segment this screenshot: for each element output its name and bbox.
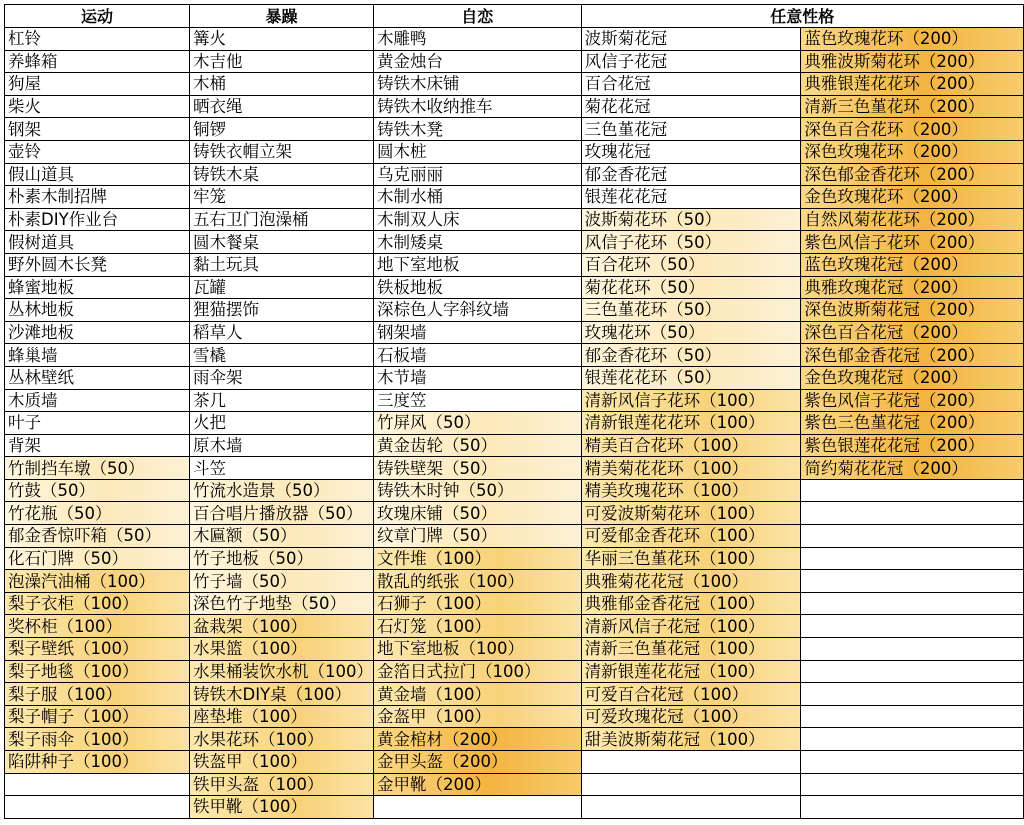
table-cell-grumpy[interactable]: 木吉他 <box>190 50 374 73</box>
table-cell-sport[interactable]: 杠铃 <box>5 28 190 51</box>
table-cell-any2[interactable]: 典雅玫瑰花冠（200） <box>801 276 1024 299</box>
table-cell-any1[interactable]: 清新三色堇花冠（100） <box>581 638 801 661</box>
table-row <box>5 751 1024 774</box>
table-cell-sport[interactable]: 郁金香惊吓箱（50） <box>5 525 190 548</box>
table-cell-any2[interactable] <box>801 773 1024 796</box>
table-cell-grumpy[interactable]: 座垫堆（100） <box>190 705 374 728</box>
table-cell-smug[interactable]: 木雕鸭 <box>374 28 582 51</box>
table-cell-grumpy[interactable]: 水果桶装饮水机（100） <box>190 660 374 683</box>
table-cell-any2[interactable] <box>801 547 1024 570</box>
table-cell-any2[interactable] <box>801 525 1024 548</box>
table-row <box>5 479 1024 502</box>
table-row <box>5 118 1024 141</box>
table-cell-smug[interactable]: 黄金棺材（200） <box>374 728 582 751</box>
table-cell-grumpy[interactable]: 铁甲头盔（100） <box>190 773 374 796</box>
header-grumpy[interactable]: 暴躁 <box>190 5 374 28</box>
table-cell-any2[interactable]: 典雅波斯菊花环（200） <box>801 50 1024 73</box>
table-cell-grumpy[interactable]: 原木墙 <box>190 434 374 457</box>
table-cell-grumpy[interactable]: 圆木餐桌 <box>190 231 374 254</box>
table-cell-any2[interactable] <box>801 638 1024 661</box>
table-cell-any1[interactable] <box>581 773 801 796</box>
table-cell-grumpy[interactable]: 木桶 <box>190 73 374 96</box>
table-row <box>5 660 1024 683</box>
table-cell-grumpy[interactable]: 竹子墙（50） <box>190 570 374 593</box>
table-cell-any2[interactable] <box>801 751 1024 774</box>
table-cell-grumpy[interactable]: 铸铁木DIY桌（100） <box>190 683 374 706</box>
table-cell-smug[interactable]: 深棕色人字斜纹墙 <box>374 299 582 322</box>
table-cell-grumpy[interactable]: 牢笼 <box>190 186 374 209</box>
table-cell-any2[interactable]: 紫色三色堇花冠（200） <box>801 412 1024 435</box>
table-cell-sport[interactable]: 梨子衣柜（100） <box>5 592 190 615</box>
header-smug[interactable]: 自恋 <box>374 5 582 28</box>
table-cell-grumpy[interactable]: 茶几 <box>190 389 374 412</box>
table-cell-sport[interactable]: 蜂巢墙 <box>5 344 190 367</box>
table-cell-grumpy[interactable]: 竹子地板（50） <box>190 547 374 570</box>
table-cell-sport[interactable]: 背架 <box>5 434 190 457</box>
table-row <box>5 457 1024 480</box>
table-cell-any1[interactable]: 可爱玫瑰花冠（100） <box>581 705 801 728</box>
table-cell-grumpy[interactable]: 篝火 <box>190 28 374 51</box>
table-cell-smug[interactable]: 地下室地板 <box>374 253 582 276</box>
table-cell-sport[interactable]: 狗屋 <box>5 73 190 96</box>
table-cell-any1[interactable]: 可爱波斯菊花环（100） <box>581 502 801 525</box>
table-cell-smug[interactable]: 木制水桶 <box>374 186 582 209</box>
table-cell-sport[interactable]: 化石门牌（50） <box>5 547 190 570</box>
table-cell-sport[interactable]: 丛林地板 <box>5 299 190 322</box>
table-cell-any1[interactable]: 波斯菊花环（50） <box>581 208 801 231</box>
table-cell-smug[interactable]: 圆木桩 <box>374 140 582 163</box>
table-row <box>5 73 1024 96</box>
table-row <box>5 140 1024 163</box>
table-cell-any2[interactable] <box>801 479 1024 502</box>
table-cell-smug[interactable]: 木节墙 <box>374 366 582 389</box>
table-cell-any1[interactable]: 典雅郁金香花冠（100） <box>581 592 801 615</box>
table-cell-sport[interactable]: 蜂蜜地板 <box>5 276 190 299</box>
table-cell-sport[interactable]: 钢架 <box>5 118 190 141</box>
header-any-personality[interactable]: 任意性格 <box>581 5 1023 28</box>
table-cell-any2[interactable] <box>801 615 1024 638</box>
table-cell-grumpy[interactable]: 水果花环（100） <box>190 728 374 751</box>
table-cell-sport[interactable]: 梨子壁纸（100） <box>5 638 190 661</box>
table-row <box>5 592 1024 615</box>
table-cell-any1[interactable]: 菊花花环（50） <box>581 276 801 299</box>
table-cell-grumpy[interactable]: 铜锣 <box>190 118 374 141</box>
table-row <box>5 773 1024 796</box>
table-cell-sport[interactable]: 养蜂箱 <box>5 50 190 73</box>
table-row <box>5 299 1024 322</box>
table-cell-any2[interactable] <box>801 592 1024 615</box>
table-cell-sport[interactable]: 木质墙 <box>5 389 190 412</box>
table-cell-smug[interactable]: 三度笠 <box>374 389 582 412</box>
table-cell-any1[interactable]: 郁金香花冠 <box>581 163 801 186</box>
table-row <box>5 434 1024 457</box>
table-cell-any2[interactable]: 紫色风信子花冠（200） <box>801 389 1024 412</box>
table-cell-any2[interactable] <box>801 796 1024 819</box>
table-cell-sport[interactable]: 丛林壁纸 <box>5 366 190 389</box>
table-row <box>5 366 1024 389</box>
table-cell-any1[interactable]: 清新银莲花花环（100） <box>581 412 801 435</box>
table-cell-smug[interactable]: 黄金墙（100） <box>374 683 582 706</box>
table-cell-any1[interactable]: 清新风信子花冠（100） <box>581 615 801 638</box>
table-cell-sport[interactable]: 朴素木制招牌 <box>5 186 190 209</box>
table-cell-any1[interactable]: 百合花环（50） <box>581 253 801 276</box>
table-cell-sport[interactable] <box>5 796 190 819</box>
table-cell-any1[interactable]: 银莲花花冠 <box>581 186 801 209</box>
table-cell-any2[interactable]: 简约菊花花冠（200） <box>801 457 1024 480</box>
table-row <box>5 321 1024 344</box>
table-cell-grumpy[interactable]: 铸铁衣帽立架 <box>190 140 374 163</box>
table-cell-sport[interactable]: 叶子 <box>5 412 190 435</box>
table-cell-grumpy[interactable]: 竹流水造景（50） <box>190 479 374 502</box>
table-row <box>5 231 1024 254</box>
table-cell-sport[interactable]: 陷阱种子（100） <box>5 751 190 774</box>
table-cell-grumpy[interactable]: 晒衣绳 <box>190 95 374 118</box>
table-cell-smug[interactable]: 文件堆（100） <box>374 547 582 570</box>
table-row <box>5 253 1024 276</box>
table-cell-smug[interactable]: 黄金烛台 <box>374 50 582 73</box>
table-row <box>5 412 1024 435</box>
table-cell-any1[interactable]: 波斯菊花冠 <box>581 28 801 51</box>
table-cell-any2[interactable]: 清新三色堇花环（200） <box>801 95 1024 118</box>
table-cell-smug[interactable]: 石灯笼（100） <box>374 615 582 638</box>
table-cell-sport[interactable]: 竹花瓶（50） <box>5 502 190 525</box>
table-cell-smug[interactable]: 钢架墙 <box>374 321 582 344</box>
table-cell-sport[interactable]: 泡澡汽油桶（100） <box>5 570 190 593</box>
table-cell-smug[interactable] <box>374 796 582 819</box>
table-cell-smug[interactable]: 黄金齿轮（50） <box>374 434 582 457</box>
table-row <box>5 276 1024 299</box>
table-cell-any2[interactable]: 深色波斯菊花冠（200） <box>801 299 1024 322</box>
table-row <box>5 638 1024 661</box>
table-cell-smug[interactable]: 乌克丽丽 <box>374 163 582 186</box>
table-cell-any1[interactable]: 郁金香花环（50） <box>581 344 801 367</box>
table-row <box>5 28 1024 51</box>
table-cell-grumpy[interactable]: 斗笠 <box>190 457 374 480</box>
table-cell-sport[interactable]: 假山道具 <box>5 163 190 186</box>
table-row <box>5 547 1024 570</box>
table-cell-any1[interactable]: 银莲花花环（50） <box>581 366 801 389</box>
table-cell-grumpy[interactable]: 盆栽架（100） <box>190 615 374 638</box>
table-row <box>5 95 1024 118</box>
table-row <box>5 502 1024 525</box>
table-cell-any1[interactable]: 风信子花环（50） <box>581 231 801 254</box>
table-cell-smug[interactable]: 铁板地板 <box>374 276 582 299</box>
table-cell-any2[interactable]: 自然风菊花花环（200） <box>801 208 1024 231</box>
spreadsheet-table <box>4 4 1024 819</box>
table-row <box>5 208 1024 231</box>
table-cell-smug[interactable]: 金甲靴（200） <box>374 773 582 796</box>
table-cell-any2[interactable]: 紫色银莲花花冠（200） <box>801 434 1024 457</box>
table-cell-sport[interactable]: 奖杯柜（100） <box>5 615 190 638</box>
table-cell-any1[interactable]: 玫瑰花环（50） <box>581 321 801 344</box>
table-row <box>5 796 1024 819</box>
table-row <box>5 389 1024 412</box>
table-cell-smug[interactable]: 铸铁木收纳推车 <box>374 95 582 118</box>
table-cell-any1[interactable]: 华丽三色堇花环（100） <box>581 547 801 570</box>
table-cell-sport[interactable]: 野外圆木长凳 <box>5 253 190 276</box>
table-cell-any2[interactable] <box>801 728 1024 751</box>
table-cell-grumpy[interactable]: 水果篮（100） <box>190 638 374 661</box>
table-cell-any1[interactable]: 精美菊花花环（100） <box>581 457 801 480</box>
table-cell-any2[interactable] <box>801 660 1024 683</box>
table-cell-sport[interactable]: 柴火 <box>5 95 190 118</box>
table-cell-any2[interactable]: 紫色风信子花环（200） <box>801 231 1024 254</box>
table-cell-any2[interactable]: 深色郁金香花环（200） <box>801 163 1024 186</box>
table-cell-any1[interactable]: 三色堇花环（50） <box>581 299 801 322</box>
table-cell-any2[interactable]: 蓝色玫瑰花冠（200） <box>801 253 1024 276</box>
table-cell-any2[interactable]: 金色玫瑰花环（200） <box>801 186 1024 209</box>
table-cell-grumpy[interactable]: 五右卫门泡澡桶 <box>190 208 374 231</box>
table-cell-sport[interactable]: 沙滩地板 <box>5 321 190 344</box>
table-cell-smug[interactable]: 金甲头盔（200） <box>374 751 582 774</box>
table-cell-any2[interactable]: 深色郁金香花冠（200） <box>801 344 1024 367</box>
table-cell-any2[interactable]: 蓝色玫瑰花环（200） <box>801 28 1024 51</box>
table-cell-any1[interactable]: 三色堇花冠 <box>581 118 801 141</box>
table-cell-smug[interactable]: 纹章门牌（50） <box>374 525 582 548</box>
table-cell-sport[interactable]: 梨子地毯（100） <box>5 660 190 683</box>
table-cell-smug[interactable]: 地下室地板（100） <box>374 638 582 661</box>
table-cell-grumpy[interactable]: 雨伞架 <box>190 366 374 389</box>
table-cell-sport[interactable]: 竹鼓（50） <box>5 479 190 502</box>
table-cell-smug[interactable]: 石狮子（100） <box>374 592 582 615</box>
table-row <box>5 728 1024 751</box>
table-cell-smug[interactable]: 铸铁木床铺 <box>374 73 582 96</box>
table-cell-smug[interactable]: 木制矮桌 <box>374 231 582 254</box>
table-cell-any1[interactable]: 可爱百合花冠（100） <box>581 683 801 706</box>
table-cell-any1[interactable]: 百合花冠 <box>581 73 801 96</box>
table-cell-any1[interactable]: 可爱郁金香花环（100） <box>581 525 801 548</box>
table-cell-any2[interactable]: 金色玫瑰花冠（200） <box>801 366 1024 389</box>
table-row <box>5 683 1024 706</box>
table-cell-grumpy[interactable]: 黏土玩具 <box>190 253 374 276</box>
table-cell-grumpy[interactable]: 雪橇 <box>190 344 374 367</box>
table-cell-smug[interactable]: 竹屏风（50） <box>374 412 582 435</box>
table-cell-smug[interactable]: 石板墙 <box>374 344 582 367</box>
table-cell-grumpy[interactable]: 木匾额（50） <box>190 525 374 548</box>
table-row <box>5 163 1024 186</box>
table-row <box>5 525 1024 548</box>
table-cell-sport[interactable]: 梨子帽子（100） <box>5 705 190 728</box>
table-cell-smug[interactable]: 铸铁壁架（50） <box>374 457 582 480</box>
table-cell-any1[interactable]: 精美百合花环（100） <box>581 434 801 457</box>
table-cell-grumpy[interactable]: 铁盔甲（100） <box>190 751 374 774</box>
table-cell-grumpy[interactable]: 稻草人 <box>190 321 374 344</box>
table-cell-grumpy[interactable]: 铸铁木桌 <box>190 163 374 186</box>
table-cell-grumpy[interactable]: 瓦罐 <box>190 276 374 299</box>
table-cell-any2[interactable]: 典雅银莲花花环（200） <box>801 73 1024 96</box>
table-row <box>5 570 1024 593</box>
table-cell-any1[interactable]: 精美玫瑰花环（100） <box>581 479 801 502</box>
table-row <box>5 344 1024 367</box>
table-row <box>5 50 1024 73</box>
table-cell-sport[interactable]: 朴素DIY作业台 <box>5 208 190 231</box>
header-sport[interactable]: 运动 <box>5 5 190 28</box>
table-cell-grumpy[interactable]: 铁甲靴（100） <box>190 796 374 819</box>
table-row <box>5 186 1024 209</box>
table-cell-smug[interactable]: 金盔甲（100） <box>374 705 582 728</box>
table-cell-any2[interactable] <box>801 570 1024 593</box>
table-cell-grumpy[interactable]: 深色竹子地垫（50） <box>190 592 374 615</box>
table-cell-sport[interactable]: 壶铃 <box>5 140 190 163</box>
table-cell-sport[interactable]: 竹制挡车墩（50） <box>5 457 190 480</box>
table-cell-any1[interactable]: 清新银莲花花冠（100） <box>581 660 801 683</box>
table-cell-any2[interactable]: 深色玫瑰花环（200） <box>801 140 1024 163</box>
table-cell-any2[interactable] <box>801 502 1024 525</box>
table-cell-smug[interactable]: 金箔日式拉门（100） <box>374 660 582 683</box>
table-cell-sport[interactable]: 梨子服（100） <box>5 683 190 706</box>
table-cell-any1[interactable]: 甜美波斯菊花冠（100） <box>581 728 801 751</box>
table-cell-sport[interactable]: 梨子雨伞（100） <box>5 728 190 751</box>
table-cell-any1[interactable]: 玫瑰花冠 <box>581 140 801 163</box>
table-cell-smug[interactable]: 铸铁木凳 <box>374 118 582 141</box>
table-cell-any2[interactable]: 深色百合花环（200） <box>801 118 1024 141</box>
table-cell-any1[interactable]: 典雅菊花花冠（100） <box>581 570 801 593</box>
table-cell-grumpy[interactable]: 百合唱片播放器（50） <box>190 502 374 525</box>
table-cell-smug[interactable]: 玫瑰床铺（50） <box>374 502 582 525</box>
table-row <box>5 615 1024 638</box>
table-cell-any2[interactable] <box>801 683 1024 706</box>
header-row <box>5 5 1024 28</box>
table-cell-sport[interactable] <box>5 773 190 796</box>
table-cell-any1[interactable]: 清新风信子花环（100） <box>581 389 801 412</box>
table-cell-grumpy[interactable]: 火把 <box>190 412 374 435</box>
table-cell-sport[interactable]: 假树道具 <box>5 231 190 254</box>
table-cell-any1[interactable]: 菊花花冠 <box>581 95 801 118</box>
table-cell-any1[interactable]: 风信子花冠 <box>581 50 801 73</box>
table-cell-grumpy[interactable]: 狸猫摆饰 <box>190 299 374 322</box>
table-row <box>5 705 1024 728</box>
table-cell-any1[interactable] <box>581 796 801 819</box>
table-cell-smug[interactable]: 木制双人床 <box>374 208 582 231</box>
table-cell-any1[interactable] <box>581 751 801 774</box>
table-cell-smug[interactable]: 铸铁木时钟（50） <box>374 479 582 502</box>
table-cell-any2[interactable]: 深色百合花冠（200） <box>801 321 1024 344</box>
table-cell-smug[interactable]: 散乱的纸张（100） <box>374 570 582 593</box>
table-cell-any2[interactable] <box>801 705 1024 728</box>
